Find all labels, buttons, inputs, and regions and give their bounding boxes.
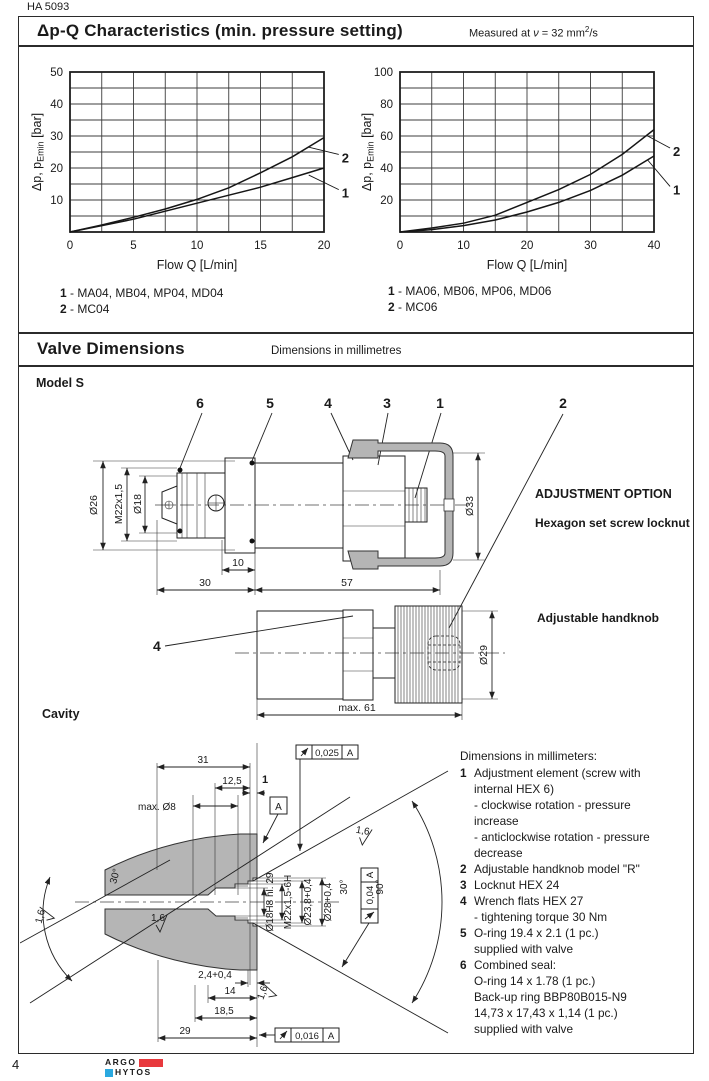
logo-red-block xyxy=(139,1059,163,1067)
callout-4: 4 xyxy=(324,395,332,411)
svg-text:15: 15 xyxy=(254,240,267,252)
svg-text:80: 80 xyxy=(380,99,393,111)
callout-3: 3 xyxy=(383,395,391,411)
model-s-valve-body xyxy=(155,440,470,569)
svg-text:20: 20 xyxy=(380,195,393,207)
svg-text:1: 1 xyxy=(673,182,681,198)
svg-text:20: 20 xyxy=(317,240,331,252)
svg-text:50: 50 xyxy=(50,67,63,79)
runout-top-ref: A xyxy=(346,748,354,759)
adjustment-heading: ADJUSTMENT OPTION xyxy=(535,487,672,501)
dim-d28: Ø28+0,4 xyxy=(323,882,334,922)
svg-text:60: 60 xyxy=(380,131,393,143)
dim-31: 31 xyxy=(197,755,209,766)
dim-thread-m22: M22x1,5-6H xyxy=(283,874,294,930)
chart-size-04 xyxy=(28,60,358,274)
dim-12-5: 12,5 xyxy=(222,776,242,787)
runout-bot-value: 0,016 xyxy=(295,1031,319,1042)
cavity-label: Cavity xyxy=(42,707,80,721)
svg-text:10: 10 xyxy=(457,240,470,252)
dim-len30: 30 xyxy=(199,577,211,589)
handknob-drawing xyxy=(153,606,505,720)
dim-bore-18h8: Ø18H8 hl. 29 xyxy=(265,872,276,932)
legend-item: 2 - MC06 xyxy=(388,300,438,314)
svg-text:30: 30 xyxy=(50,131,63,143)
dim-max61: max. 61 xyxy=(338,702,376,714)
svg-text:20: 20 xyxy=(50,163,63,175)
page-number: 4 xyxy=(12,1057,20,1072)
angle-90: 90° xyxy=(375,879,386,895)
doc-code: HA 5093 xyxy=(27,1,70,13)
note-item-2: 2 Adjustable handknob model "R" xyxy=(460,862,640,876)
legend-item: 2 - MC04 xyxy=(60,302,110,316)
dim-d23-8: Ø23,8+0,4 xyxy=(303,878,314,926)
legend-size-04 xyxy=(60,285,223,317)
runout-bot-ref: A xyxy=(327,1031,335,1042)
cavity-bottom-dims xyxy=(158,960,339,1042)
svg-text:30: 30 xyxy=(584,240,597,252)
note-item-3: 3 Locknut HEX 24 xyxy=(460,878,560,892)
svg-text:40: 40 xyxy=(380,163,393,175)
note-item-4: 4 Wrench flats HEX 27 - tightening torque 30 Nm xyxy=(460,894,608,924)
svg-text:Flow Q [L/min]: Flow Q [L/min] xyxy=(486,258,568,272)
dim-d26: Ø26 xyxy=(88,495,100,515)
svg-text:100: 100 xyxy=(373,67,393,79)
roughness-1-6: 1,6 xyxy=(354,824,371,838)
svg-text:1: 1 xyxy=(341,185,350,201)
callout-5: 5 xyxy=(266,395,274,411)
dimensions-title-box xyxy=(18,333,694,366)
dim-d33: Ø33 xyxy=(464,496,476,516)
dimensions-subtitle: Dimensions in millimetres xyxy=(271,345,402,357)
handknob-callout-4: 4 xyxy=(153,638,161,654)
note-item-1: 1 Adjustment element (screw with internal HEX 6) - clockwise rotation - pressure increase - anticlockwise rotation - pressure decrease xyxy=(460,766,650,860)
model-s-diameter-dims xyxy=(88,453,485,560)
roughness-1-6: 1,6 xyxy=(255,984,271,1002)
notes-heading: Dimensions in millimeters: xyxy=(460,749,598,763)
legend-size-06 xyxy=(388,283,551,315)
dim-14: 14 xyxy=(224,986,236,997)
roughness-1-6: 1,6 xyxy=(33,908,48,925)
datum-a: A xyxy=(275,802,282,813)
dim-d18: Ø18 xyxy=(132,494,144,514)
dim-d29: Ø29 xyxy=(478,645,490,665)
dim-max-d8: max. Ø8 xyxy=(138,802,176,813)
svg-text:40: 40 xyxy=(647,240,661,252)
nu-symbol: ν xyxy=(533,27,539,40)
svg-text:0: 0 xyxy=(396,240,404,252)
svg-text:5: 5 xyxy=(130,240,137,252)
adjustment-option-handknob: Adjustable handknob xyxy=(537,611,660,625)
dim-len10: 10 xyxy=(232,557,244,569)
svg-text:Δp, pEmin [bar]: Δp, $p_{Emin}$ [bar] xyxy=(30,112,46,192)
angle-30-left: 30° xyxy=(108,867,123,886)
svg-text:Δp, pEmin [bar]: Δp, $p_{Emin}$ [bar] xyxy=(360,112,376,192)
dim-m22: M22x1,5 xyxy=(113,483,125,525)
characteristics-title-box xyxy=(18,16,694,46)
adjustment-option-locknut: Hexagon set screw locknut xyxy=(535,516,690,530)
runout-top-value: 0,025 xyxy=(315,748,339,759)
model-s-drawing xyxy=(85,388,675,733)
svg-text:10: 10 xyxy=(50,195,63,207)
legend-item: 1 - MA06, MB06, MP06, MD06 xyxy=(388,284,552,298)
runout-mid-ref: A xyxy=(365,871,376,879)
measured-note: Measured at ν = 32 $mm^2/s$ xyxy=(469,25,598,40)
note-item-5: 5 O-ring 19.4 x 2.1 (1 pc.) supplied with valve xyxy=(460,926,599,956)
svg-text:2: 2 xyxy=(673,144,681,159)
dim-29: 29 xyxy=(179,1026,191,1037)
callout-2: 2 xyxy=(559,395,567,411)
svg-text:0: 0 xyxy=(66,240,74,252)
dim-land-1: 1 xyxy=(262,774,269,786)
roughness-1-6: 1,6 xyxy=(151,913,165,924)
svg-text:10: 10 xyxy=(190,240,204,252)
svg-text:20: 20 xyxy=(520,240,534,252)
characteristics-title: Δp-Q Characteristics (min. pressure setting) xyxy=(37,21,403,40)
logo-text-bottom: HYTOS xyxy=(115,1067,152,1077)
svg-text:Flow Q [L/min]: Flow Q [L/min] xyxy=(156,258,238,272)
dim-2-4: 2,4+0,4 xyxy=(198,970,232,981)
runout-mid-value: 0,04 xyxy=(365,885,376,905)
note-item-6: 6 Combined seal: O-ring 14 x 1.78 (1 pc.) Back-up ring BBP80B015-N9 14,73 x 17,43 x 1,14 (1 pc.) supplied with valve xyxy=(460,958,627,1036)
notes-list xyxy=(460,748,692,1037)
logo-blue-block xyxy=(105,1069,113,1077)
chart-size-06 xyxy=(358,60,688,274)
callout-6: 6 xyxy=(196,395,204,411)
dimensions-title: Valve Dimensions xyxy=(37,339,185,358)
svg-text:40: 40 xyxy=(50,99,63,111)
cavity-drawing xyxy=(20,735,460,1060)
dim-len57: 57 xyxy=(341,577,353,589)
model-s-callouts xyxy=(178,395,568,628)
logo-text-top: ARGO xyxy=(105,1057,137,1067)
callout-1: 1 xyxy=(436,395,444,411)
svg-text:2: 2 xyxy=(341,150,350,166)
brand-logo xyxy=(105,1058,163,1077)
legend-item: 1 - MA04, MB04, MP04, MD04 xyxy=(60,286,224,300)
angle-30-right: 30° xyxy=(339,879,350,895)
dim-18-5: 18,5 xyxy=(214,1006,234,1017)
model-s-label: Model S xyxy=(36,376,84,390)
